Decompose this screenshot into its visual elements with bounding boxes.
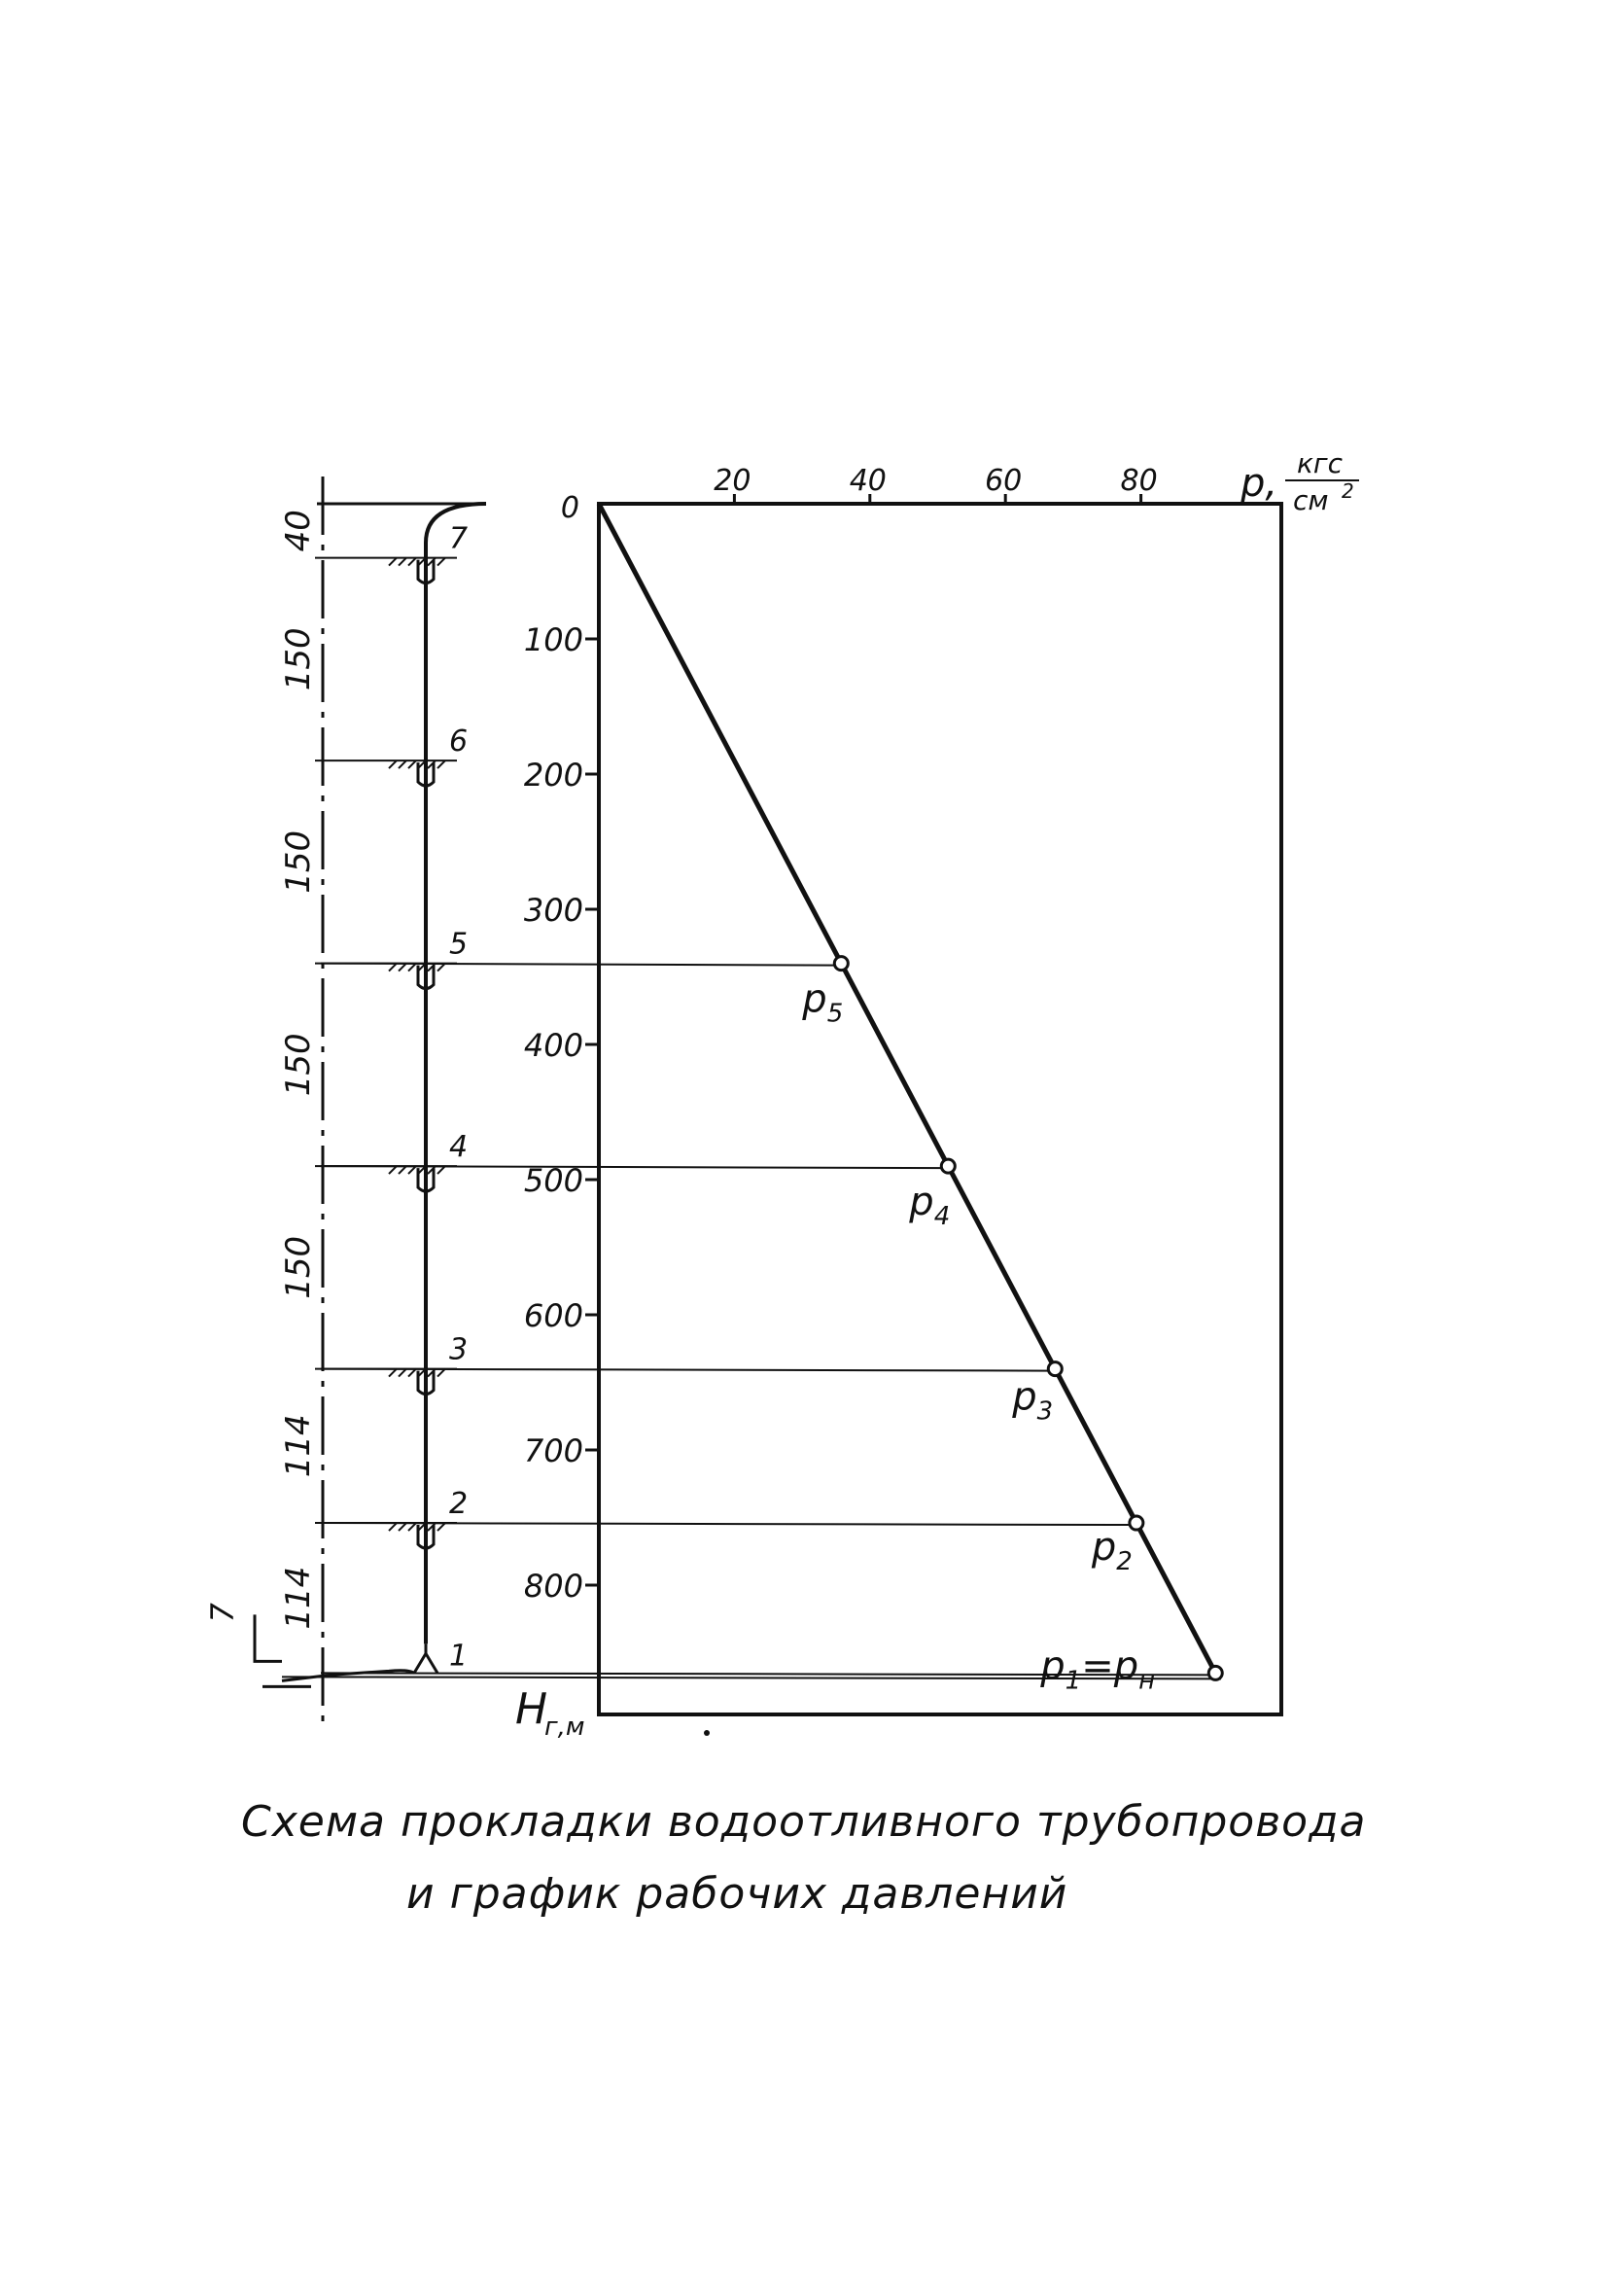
- x-tick-label-40: 40: [849, 464, 887, 498]
- x-tick-label-80: 80: [1120, 464, 1158, 498]
- x-tick-label-20: 20: [714, 464, 751, 498]
- y-tick-label-500: 500: [523, 1162, 583, 1199]
- point-p3: [1048, 1362, 1062, 1376]
- pump-junction: [414, 1643, 437, 1673]
- y-tick-label-100: 100: [523, 621, 583, 658]
- stray-dot: [704, 1730, 710, 1736]
- y-tick-label-300: 300: [523, 892, 583, 929]
- station-hatch-6-0: [389, 760, 397, 768]
- y-tick-label-800: 800: [523, 1568, 583, 1605]
- leader-p5: [321, 964, 841, 966]
- station-label-3: 3: [449, 1332, 469, 1367]
- segment-length-5: 114: [279, 1414, 318, 1478]
- x-axis-unit-denominator: см: [1293, 484, 1329, 516]
- station-hatch-2-0: [389, 1523, 397, 1531]
- x-axis-unit-numerator: кгс: [1297, 447, 1344, 479]
- leader-p3: [321, 1369, 1055, 1371]
- segment-length-4: 150: [279, 1235, 318, 1299]
- station-hatch-6-2: [408, 760, 416, 768]
- station-label-4: 4: [449, 1130, 469, 1165]
- x-tick-label-60: 60: [985, 464, 1023, 498]
- caption-line-1: Схема прокладки водоотливного трубопровода: [241, 1797, 1367, 1847]
- pipeline-scheme: [204, 477, 1221, 1736]
- station-label-5: 5: [449, 927, 469, 962]
- station-hatch-6-5: [437, 760, 445, 768]
- y-axis-symbol: H: [515, 1684, 548, 1734]
- segment-length-3: 150: [279, 1033, 318, 1097]
- point-label-p5: $p_5$: [802, 976, 844, 1029]
- station-label-2: 2: [449, 1487, 469, 1522]
- station-hatch-7-1: [399, 558, 406, 566]
- point-label-p4: $p_4$: [909, 1180, 951, 1232]
- pressure-chart: [515, 447, 1359, 1742]
- station-leader-lines: [321, 964, 1215, 1676]
- point-label-p2: $p_2$: [1091, 1525, 1133, 1577]
- segment-length-2: 150: [279, 830, 318, 894]
- y-axis-subscript: г,м: [544, 1713, 585, 1742]
- station-label-1: 1: [449, 1639, 469, 1674]
- suction-pipe: [282, 1671, 414, 1681]
- point-p5: [834, 957, 848, 971]
- x-axis-symbol: p,: [1240, 461, 1278, 506]
- point-p2: [1130, 1516, 1143, 1530]
- segment-length-1: 150: [279, 627, 318, 691]
- y-tick-label-0: 0: [560, 491, 579, 525]
- station-label-7: 7: [449, 521, 469, 556]
- station-hatch-7-5: [437, 558, 445, 566]
- station-hatch-6-1: [399, 760, 406, 768]
- pipe-riser: [426, 504, 486, 1643]
- bottom-mark-bracket: [255, 1614, 282, 1661]
- y-tick-label-600: 600: [523, 1297, 583, 1334]
- point-label-p3: $p_3$: [1012, 1374, 1054, 1427]
- y-tick-label-700: 700: [523, 1432, 583, 1469]
- y-tick-label-400: 400: [523, 1027, 583, 1064]
- station-hatch-7-2: [408, 558, 416, 566]
- bottom-mark-label: 7: [204, 1603, 241, 1623]
- caption-line-2: и график рабочих давлений: [406, 1869, 1068, 1919]
- point-p4: [941, 1159, 955, 1173]
- station-label-6: 6: [449, 724, 469, 759]
- pressure-line: [599, 504, 1215, 1673]
- y-tick-label-200: 200: [523, 757, 583, 794]
- point-label-p1=pн: $p_1=p_н$: [1040, 1643, 1156, 1696]
- segment-length-6: 114: [279, 1566, 318, 1630]
- segment-length-0: 40: [279, 510, 318, 552]
- station-hatch-7-0: [389, 558, 397, 566]
- point-p1=pн: [1208, 1666, 1222, 1679]
- chart-frame: [599, 504, 1281, 1714]
- x-axis-unit-power: 2: [1342, 479, 1354, 503]
